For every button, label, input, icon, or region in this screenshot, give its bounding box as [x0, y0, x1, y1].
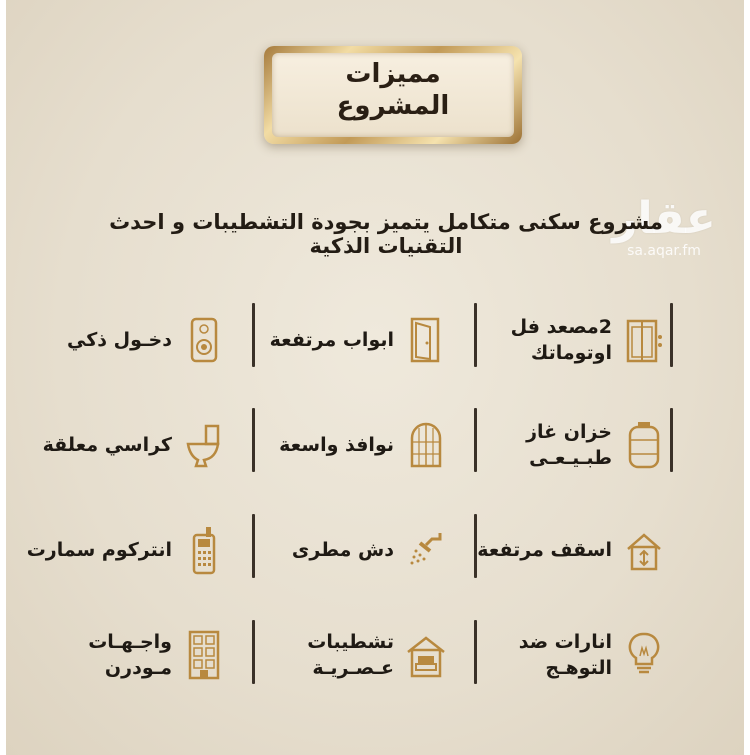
feature-label: انارات ضد التوهـج — [518, 631, 612, 679]
feature-label: تشطيبات عـصـريـة — [307, 631, 394, 679]
feature-item-smart-intercom — [6, 500, 226, 600]
modern-finishes-icon — [404, 628, 448, 682]
title-line-2: المشروع — [336, 91, 450, 121]
smart-intercom-icon — [182, 523, 226, 577]
watermark-logo: عقار — [612, 193, 716, 244]
column-divider — [670, 408, 673, 472]
feature-item-wall-toilets — [6, 395, 226, 495]
title-plate — [264, 46, 522, 144]
door-icon — [404, 313, 448, 367]
toilet-icon — [182, 418, 226, 472]
feature-item-anti-glare-lights — [446, 605, 666, 705]
feature-label: دخـول ذكي — [67, 329, 172, 351]
elevator-icon — [622, 313, 666, 367]
feature-item-gas-tank — [446, 395, 666, 495]
light-bulb-icon — [622, 628, 666, 682]
feature-label: ابواب مرتفعة — [269, 329, 394, 351]
feature-label: 2مصعد فل اوتوماتك — [510, 316, 612, 364]
feature-label: انتركوم سمارت — [26, 539, 172, 561]
feature-label: نوافذ واسعة — [279, 434, 394, 456]
feature-item-doors — [228, 290, 448, 390]
feature-item-smart-entry — [6, 290, 226, 390]
feature-label: واجـهـات مـودرن — [88, 631, 172, 679]
feature-item-rain-shower — [228, 500, 448, 600]
feature-item-modern-finishes — [228, 605, 448, 705]
feature-item-modern-facades — [6, 605, 226, 705]
feature-item-windows — [228, 395, 448, 495]
feature-label: خزان غاز طبـيـعـى — [526, 421, 612, 469]
feature-item-high-ceilings — [446, 500, 666, 600]
high-ceiling-icon — [622, 523, 666, 577]
title-inner — [272, 53, 514, 137]
column-divider — [670, 303, 673, 367]
title-line-1: مميزات — [345, 59, 441, 89]
feature-item-elevator — [446, 290, 666, 390]
gas-tank-icon — [622, 418, 666, 472]
feature-label: دش مطرى — [291, 539, 394, 561]
intercom-icon — [182, 313, 226, 367]
watermark-url: sa.aqar.fm — [627, 243, 701, 259]
window-icon — [404, 418, 448, 472]
facade-icon — [182, 628, 226, 682]
feature-label: كراسي معلقة — [42, 434, 172, 456]
tagline: مشروع سكنى متكامل يتميز بجودة التشطيبات و احدث التقنيات الذكية — [109, 210, 663, 258]
features-grid — [6, 290, 744, 730]
shower-icon — [404, 523, 448, 577]
feature-label: اسقف مرتفعة — [477, 539, 612, 561]
feature-poster — [6, 0, 744, 755]
